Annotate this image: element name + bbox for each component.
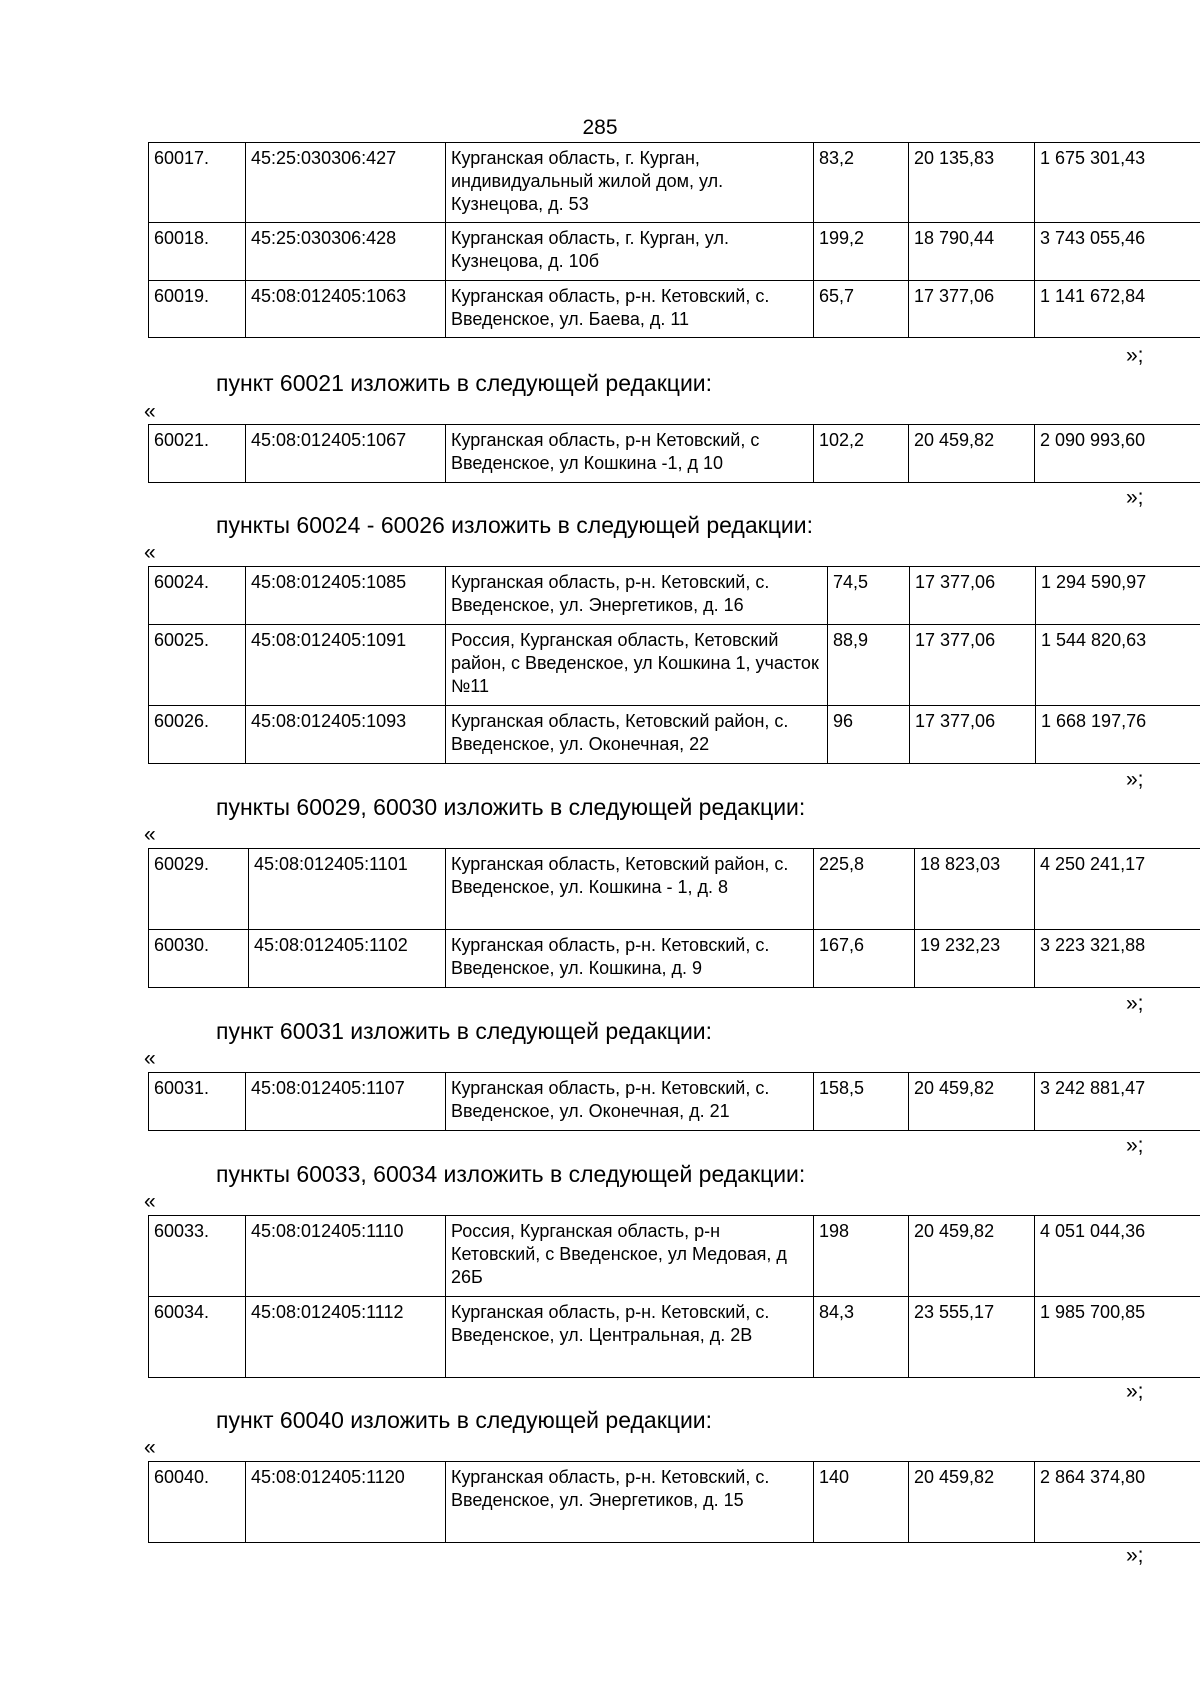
closing-quote: »; [1126, 1380, 1144, 1403]
item-number: 60019. [149, 281, 246, 338]
area: 84,3 [814, 1297, 909, 1378]
address: Курганская область, р-н Кетовский, с Введенское, ул Кошкина -1, д 10 [446, 425, 814, 483]
property-table [148, 1215, 1200, 1378]
closing-quote: »; [1126, 992, 1144, 1015]
table-row [149, 625, 1200, 706]
cadastral-number: 45:08:012405:1067 [246, 425, 446, 483]
address: Курганская область, Кетовский район, с. Введенское, ул. Кошкина - 1, д. 8 [446, 849, 814, 930]
item-number: 60025. [149, 625, 246, 706]
area: 65,7 [814, 281, 909, 338]
table-row [149, 567, 1200, 625]
opening-quote: « [144, 823, 156, 846]
cadastral-number: 45:08:012405:1085 [246, 567, 446, 625]
amendment-instruction: пункт 60021 изложить в следующей редакции: [216, 370, 713, 396]
cadastral-value: 1 141 672,84 [1035, 281, 1200, 338]
area: 198 [814, 1216, 909, 1297]
closing-quote: »; [1126, 1134, 1144, 1157]
property-table [148, 566, 1200, 764]
area: 225,8 [814, 849, 915, 930]
cadastral-value: 1 985 700,85 [1035, 1297, 1200, 1378]
cadastral-value: 3 223 321,88 [1035, 930, 1200, 988]
cadastral-number: 45:25:030306:428 [246, 223, 446, 281]
area: 158,5 [814, 1073, 909, 1131]
rate: 20 459,82 [909, 1462, 1035, 1543]
cadastral-value: 1 294 590,97 [1036, 567, 1200, 625]
property-table [148, 1072, 1200, 1131]
amendment-instruction: пункт 60031 изложить в следующей редакции: [216, 1018, 713, 1044]
table-row [149, 281, 1200, 338]
rate: 19 232,23 [915, 930, 1035, 988]
table-row [149, 849, 1200, 930]
rate: 20 459,82 [909, 425, 1035, 483]
item-number: 60031. [149, 1073, 246, 1131]
cadastral-value: 1 544 820,63 [1036, 625, 1200, 706]
rate: 20 135,83 [909, 143, 1035, 223]
cadastral-number: 45:08:012405:1101 [249, 849, 446, 930]
cadastral-value: 2 864 374,80 [1035, 1462, 1200, 1543]
rate: 17 377,06 [910, 706, 1036, 764]
table-row [149, 143, 1200, 223]
item-number: 60017. [149, 143, 246, 223]
area: 83,2 [814, 143, 909, 223]
table-row [149, 223, 1200, 281]
address: Курганская область, р-н. Кетовский, с. Введенское, ул. Оконечная, д. 21 [446, 1073, 814, 1131]
address: Россия, Курганская область, р-н Кетовский, с Введенское, ул Медовая, д 26Б [446, 1216, 814, 1297]
item-number: 60040. [149, 1462, 246, 1543]
address: Курганская область, р-н. Кетовский, с. Введенское, ул. Энергетиков, д. 15 [446, 1462, 814, 1543]
table-row [149, 1462, 1200, 1543]
address: Курганская область, р-н. Кетовский, с. Введенское, ул. Центральная, д. 2В [446, 1297, 814, 1378]
area: 199,2 [814, 223, 909, 281]
opening-quote: « [144, 1436, 156, 1459]
address: Курганская область, г. Курган, индивидуальный жилой дом, ул. Кузнецова, д. 53 [446, 143, 814, 223]
cadastral-number: 45:08:012405:1110 [246, 1216, 446, 1297]
rate: 17 377,06 [909, 281, 1035, 338]
rate: 18 823,03 [915, 849, 1035, 930]
rate: 20 459,82 [909, 1073, 1035, 1131]
opening-quote: « [144, 1047, 156, 1070]
property-table [148, 424, 1200, 483]
rate: 17 377,06 [910, 567, 1036, 625]
opening-quote: « [144, 400, 156, 423]
item-number: 60026. [149, 706, 246, 764]
cadastral-number: 45:08:012405:1093 [246, 706, 446, 764]
closing-quote: »; [1126, 768, 1144, 791]
address: Курганская область, р-н. Кетовский, с. Введенское, ул. Кошкина, д. 9 [446, 930, 814, 988]
area: 96 [828, 706, 910, 764]
rate: 18 790,44 [909, 223, 1035, 281]
address: Россия, Курганская область, Кетовский район, с Введенское, ул Кошкина 1, участок №11 [446, 625, 828, 706]
cadastral-value: 1 675 301,43 [1035, 143, 1200, 223]
amendment-instruction: пункты 60033, 60034 изложить в следующей редакции: [216, 1161, 806, 1187]
cadastral-value: 4 051 044,36 [1035, 1216, 1200, 1297]
cadastral-number: 45:08:012405:1063 [246, 281, 446, 338]
cadastral-value: 3 743 055,46 [1035, 223, 1200, 281]
closing-quote: »; [1126, 486, 1144, 509]
table-row [149, 1297, 1200, 1378]
cadastral-value: 4 250 241,17 [1035, 849, 1200, 930]
property-table [148, 142, 1200, 338]
item-number: 60034. [149, 1297, 246, 1378]
cadastral-value: 1 668 197,76 [1036, 706, 1200, 764]
cadastral-number: 45:08:012405:1091 [246, 625, 446, 706]
item-number: 60029. [149, 849, 249, 930]
closing-quote: »; [1126, 344, 1144, 367]
cadastral-number: 45:08:012405:1107 [246, 1073, 446, 1131]
cadastral-number: 45:08:012405:1112 [246, 1297, 446, 1378]
cadastral-number: 45:25:030306:427 [246, 143, 446, 223]
rate: 17 377,06 [910, 625, 1036, 706]
rate: 23 555,17 [909, 1297, 1035, 1378]
amendment-instruction: пункт 60040 изложить в следующей редакции: [216, 1407, 713, 1433]
closing-quote: »; [1126, 1544, 1144, 1567]
cadastral-value: 3 242 881,47 [1035, 1073, 1200, 1131]
table-row [149, 425, 1200, 483]
cadastral-number: 45:08:012405:1120 [246, 1462, 446, 1543]
opening-quote: « [144, 1190, 156, 1213]
address: Курганская область, р-н. Кетовский, с. Введенское, ул. Энергетиков, д. 16 [446, 567, 828, 625]
area: 140 [814, 1462, 909, 1543]
rate: 20 459,82 [909, 1216, 1035, 1297]
table-row [149, 930, 1200, 988]
item-number: 60033. [149, 1216, 246, 1297]
item-number: 60018. [149, 223, 246, 281]
property-table [148, 1461, 1200, 1543]
area: 88,9 [828, 625, 910, 706]
address: Курганская область, г. Курган, ул. Кузнецова, д. 10б [446, 223, 814, 281]
item-number: 60024. [149, 567, 246, 625]
area: 74,5 [828, 567, 910, 625]
amendment-instruction: пункты 60024 - 60026 изложить в следующей редакции: [216, 512, 813, 538]
item-number: 60021. [149, 425, 246, 483]
table-row [149, 1073, 1200, 1131]
opening-quote: « [144, 541, 156, 564]
cadastral-value: 2 090 993,60 [1035, 425, 1200, 483]
cadastral-number: 45:08:012405:1102 [249, 930, 446, 988]
address: Курганская область, Кетовский район, с. Введенское, ул. Оконечная, 22 [446, 706, 828, 764]
table-row [149, 1216, 1200, 1297]
area: 102,2 [814, 425, 909, 483]
address: Курганская область, р-н. Кетовский, с. Введенское, ул. Баева, д. 11 [446, 281, 814, 338]
item-number: 60030. [149, 930, 249, 988]
amendment-instruction: пункты 60029, 60030 изложить в следующей редакции: [216, 794, 806, 820]
page-number: 285 [582, 116, 618, 139]
property-table [148, 848, 1200, 988]
area: 167,6 [814, 930, 915, 988]
table-row [149, 706, 1200, 764]
